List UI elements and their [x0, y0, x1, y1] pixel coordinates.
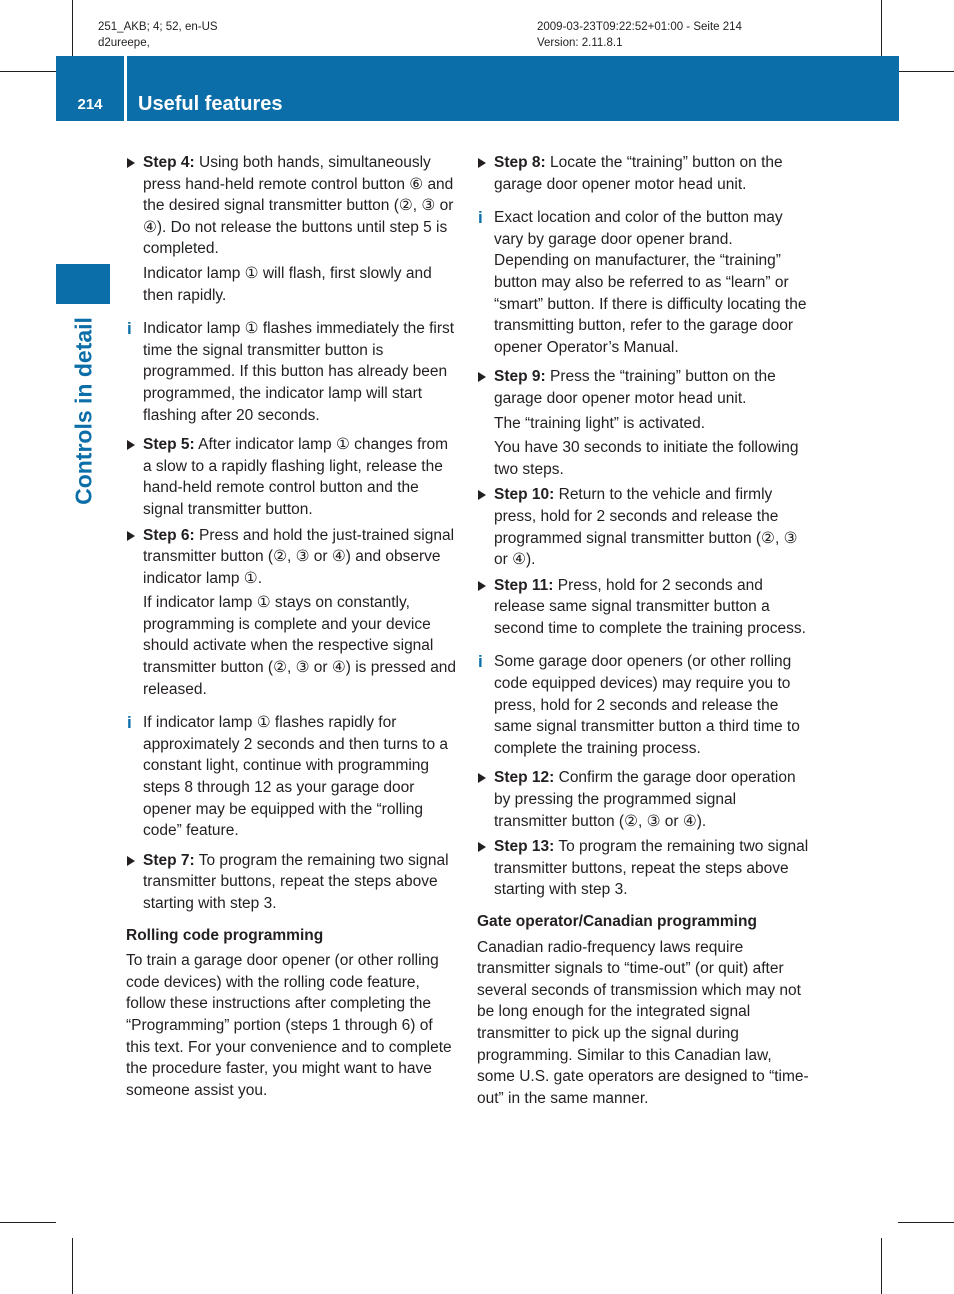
info-text: Exact location and color of the button may vary by garage door opener brand. Depending on manufacturer, the “training” button may also be referred to as “learn” or “smart” button. If there is difficulty locating the transmitting button, refer to the garage door opener Operator’s Manual.	[494, 209, 807, 356]
print-meta-right	[537, 19, 742, 51]
step-4	[126, 152, 458, 306]
step-5	[126, 434, 458, 520]
step-6	[126, 525, 458, 701]
step-text: Press and hold the just-trained signal transmitter button (②, ③ or ④) and observe indicator lamp ①.	[143, 526, 455, 587]
body-paragraph: To train a garage door opener (or other rolling code devices) with the rolling code feature, follow these instructions after completing the “Programming” portion (steps 1 through 6) of this text. For your convenience and to complete the procedure faster, you might want to have someone assist you.	[126, 952, 452, 1099]
step-7	[126, 850, 458, 915]
step-10	[477, 484, 809, 570]
step-label: Step 7:	[143, 851, 195, 869]
info-text: Some garage door openers (or other rolling code equipped devices) may require you to press, hold for 2 seconds and release the same signal transmitter button a third time to complete the training process.	[494, 653, 800, 757]
crop-mark	[898, 1222, 954, 1223]
triangle-bullet-icon	[127, 158, 135, 168]
subheading: Gate operator/Canadian programming	[477, 913, 757, 930]
step-text: Press, hold for 2 seconds and release same signal transmitter button a second time to complete the training process.	[494, 576, 806, 637]
step-result: Indicator lamp ① will flash, first slowly and then rapidly.	[143, 264, 432, 304]
crop-mark	[0, 71, 56, 72]
triangle-bullet-icon	[478, 581, 486, 591]
print-meta-left	[98, 19, 218, 51]
page-number: 214	[77, 96, 103, 113]
info-text: Indicator lamp ① flashes immediately the first time the signal transmitter button is programmed. If this button has already been programmed, the indicator lamp will start flashing after 20 seconds.	[143, 320, 455, 424]
step-label: Step 13:	[494, 838, 555, 856]
step-8	[477, 152, 809, 195]
step-text: Confirm the garage door operation by pressing the programmed signal transmitter button (②, ③ or ④).	[494, 769, 796, 830]
meta-line: Version: 2.11.8.1	[537, 37, 623, 49]
meta-line: 2009-03-23T09:22:52+01:00 - Seite 214	[537, 21, 742, 33]
step-result: If indicator lamp ① stays on constantly, programming is complete and your device should activate when the respective signal transmitter button (②, ③ or ④) is pressed and released.	[143, 594, 457, 698]
crop-mark	[0, 1222, 56, 1223]
step-text: Locate the “training” button on the garage door opener motor head unit.	[494, 154, 783, 193]
info-icon: i	[478, 208, 483, 228]
info-icon: i	[127, 319, 132, 339]
info-note	[477, 651, 809, 759]
triangle-bullet-icon	[127, 531, 135, 541]
info-text: If indicator lamp ① flashes rapidly for approximately 2 seconds and then turns to a constant light, continue with programming steps 8 through 12 as your garage door opener may be equipped with the “rolling code” feature.	[143, 714, 449, 840]
step-label: Step 9:	[494, 368, 546, 386]
triangle-bullet-icon	[478, 773, 486, 783]
triangle-bullet-icon	[478, 490, 486, 500]
side-tab-marker	[56, 264, 110, 304]
crop-mark	[898, 71, 954, 72]
triangle-bullet-icon	[127, 440, 135, 450]
step-text: After indicator lamp ① changes from a slow to a rapidly flashing light, release the hand-held remote control button and the signal transmitter button.	[143, 436, 449, 518]
step-label: Step 5:	[143, 436, 195, 454]
info-note	[126, 712, 458, 842]
step-13	[477, 836, 809, 901]
meta-line: d2ureepe,	[98, 37, 150, 49]
triangle-bullet-icon	[478, 158, 486, 168]
triangle-bullet-icon	[478, 372, 486, 382]
step-label: Step 4:	[143, 154, 195, 171]
step-label: Step 12:	[494, 769, 555, 787]
step-label: Step 6:	[143, 526, 195, 544]
side-chapter-text: Controls in detail	[70, 317, 97, 505]
step-text: Return to the vehicle and firmly press, hold for 2 seconds and release the programmed signal transmitter button (②, ③ or ④).	[494, 486, 798, 569]
section-title: Useful features	[138, 93, 283, 115]
info-note	[477, 207, 809, 358]
info-icon: i	[127, 713, 132, 733]
crop-mark	[72, 1238, 73, 1294]
subheading: Rolling code programming	[126, 926, 324, 944]
step-text: To program the remaining two signal transmitter buttons, repeat the steps above starting with step 3.	[494, 838, 809, 899]
crop-mark	[881, 1238, 882, 1294]
triangle-bullet-icon	[127, 856, 135, 866]
step-12	[477, 767, 809, 832]
step-result: You have 30 seconds to initiate the following two steps.	[494, 439, 799, 478]
step-text: To program the remaining two signal transmitter buttons, repeat the steps above starting with step 3.	[143, 851, 449, 912]
step-label: Step 10:	[494, 486, 555, 504]
left-column	[126, 152, 458, 1101]
step-9	[477, 366, 809, 480]
right-column	[477, 152, 809, 1109]
triangle-bullet-icon	[478, 842, 486, 852]
step-label: Step 11:	[494, 576, 554, 594]
step-text: Using both hands, simultaneously press hand-held remote control button ⑥ and the desired signal transmitter button (②, ③ or ④). Do not release the buttons until step 5 is completed.	[143, 154, 454, 258]
step-text: Press the “training” button on the garage door opener motor head unit.	[494, 368, 776, 407]
info-icon: i	[478, 652, 483, 672]
body-paragraph: Canadian radio-frequency laws require transmitter signals to “time-out” (or quit) after several seconds of transmission which may not be long enough for the integrated signal transmitter to pick up the signal during programming. Similar to this Canadian law, some U.S. gate operators are designed to “time-out” in the same manner.	[477, 938, 809, 1107]
meta-line: 251_AKB; 4; 52, en-US	[98, 21, 218, 33]
step-11	[477, 575, 809, 640]
crop-mark	[72, 0, 73, 56]
step-label: Step 8:	[494, 154, 546, 171]
info-note	[126, 318, 458, 426]
step-result: The “training light” is activated.	[494, 414, 706, 432]
crop-mark	[881, 0, 882, 56]
